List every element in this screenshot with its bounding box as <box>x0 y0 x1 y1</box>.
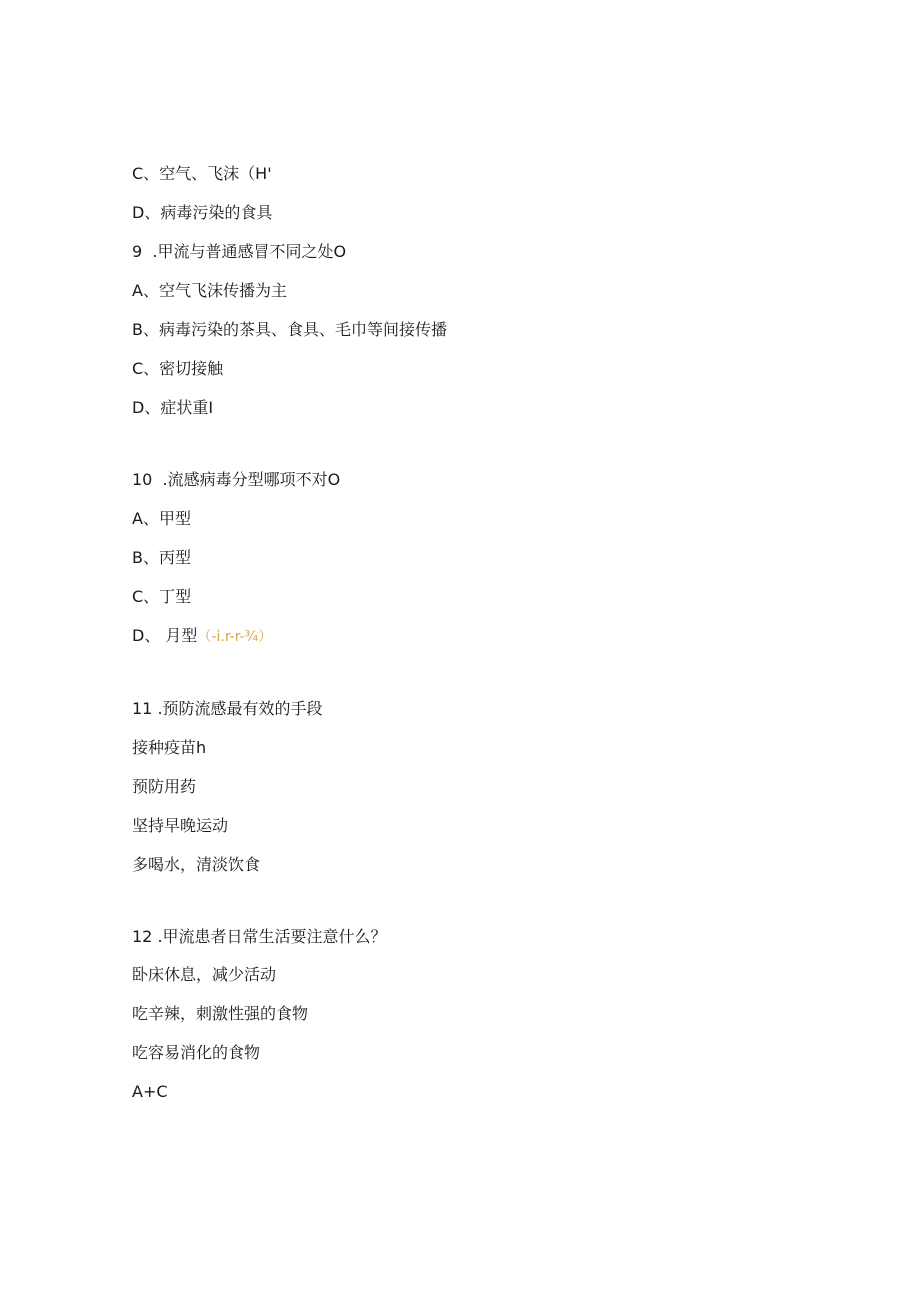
q10-title: 10 .流感病毒分型哪项不对O <box>132 470 341 489</box>
q9-option-d: D、症状重I <box>132 398 214 417</box>
q11-option-4: 多喝水，清淡饮食 <box>132 855 261 874</box>
q10-option-d-text: D、 月型 <box>132 626 198 645</box>
q9-option-b: B、病毒污染的茶具、食具、毛巾等间接传播 <box>132 320 447 339</box>
q10-option-b: B、丙型 <box>132 548 191 567</box>
q8-option-d: D、病毒污染的食具 <box>132 203 273 222</box>
q11-option-3: 坚持早晚运动 <box>132 816 229 835</box>
q12-option-1: 卧床休息，减少活动 <box>132 965 277 984</box>
q10-option-a: A、甲型 <box>132 509 191 528</box>
q11-option-2: 预防用药 <box>132 777 197 796</box>
q11-title: 11 .预防流感最有效的手段 <box>132 699 323 718</box>
q9-title: 9 .甲流与普通感冒不同之处O <box>132 242 347 261</box>
q10-option-d <box>132 626 272 647</box>
answer-annotation: （-i.r-r-¾） <box>197 629 273 645</box>
q8-option-c: C、空气、飞沫（H' <box>132 164 272 183</box>
q10-option-c: C、丁型 <box>132 587 192 606</box>
q9-option-a: A、空气飞沫传播为主 <box>132 281 287 300</box>
q12-option-4: A+C <box>132 1082 168 1101</box>
q12-option-3: 吃容易消化的食物 <box>132 1043 261 1062</box>
q12-title: 12 .甲流患者日常生活要注意什么？ <box>132 927 387 946</box>
q9-option-c: C、密切接触 <box>132 359 224 378</box>
q11-option-1: 接种疫苗h <box>132 738 207 757</box>
q12-option-2: 吃辛辣，刺激性强的食物 <box>132 1004 309 1023</box>
